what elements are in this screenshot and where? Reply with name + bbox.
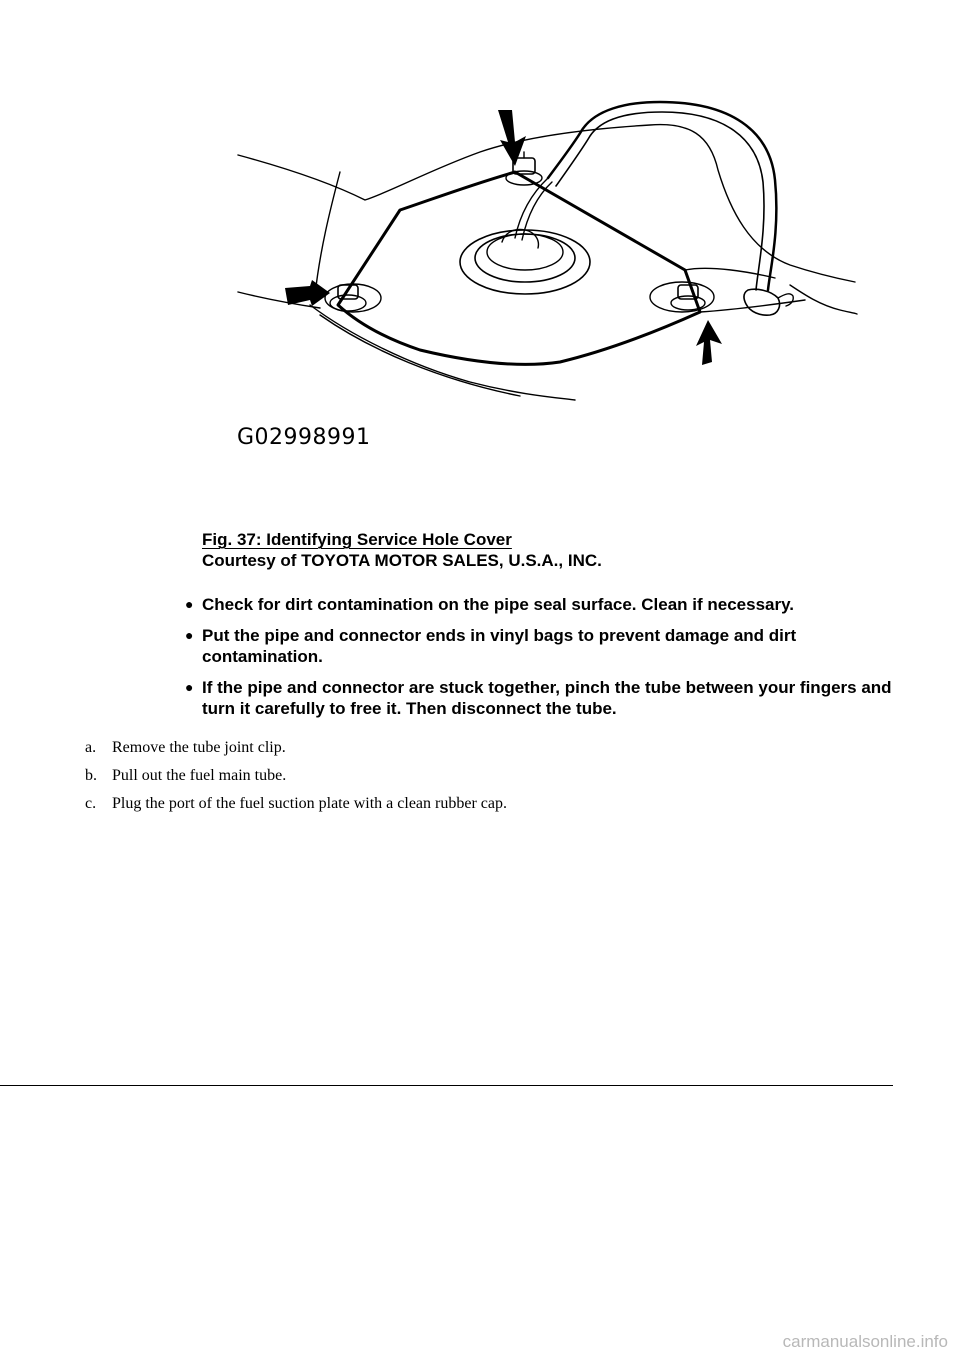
bullet-icon: ● [185, 596, 194, 612]
figure-caption [202, 529, 602, 571]
note-item [185, 677, 895, 719]
procedure-steps [85, 738, 885, 822]
bullet-icon: ● [185, 627, 194, 643]
step-marker: c. [85, 795, 97, 812]
figure-reference-code: G02998991 [237, 425, 371, 450]
bullet-icon: ● [185, 679, 194, 695]
site-watermark: carmanualsonline.info [782, 1332, 948, 1351]
step-item [85, 738, 885, 757]
step-text: Remove the tube joint clip. [112, 739, 286, 756]
step-item [85, 794, 885, 813]
note-text: If the pipe and connector are stuck together, pinch the tube between your fingers and turn it carefully to free it. Then disconnect the tube. [202, 678, 892, 718]
step-text: Pull out the fuel main tube. [112, 767, 287, 784]
notes-list [185, 594, 895, 729]
note-item [185, 625, 895, 667]
note-item [185, 594, 895, 615]
step-marker: a. [85, 739, 97, 756]
note-text: Check for dirt contamination on the pipe seal surface. Clean if necessary. [202, 595, 795, 614]
page-divider [0, 1085, 893, 1086]
note-text: Put the pipe and connector ends in vinyl bags to prevent damage and dirt contamination. [202, 626, 797, 666]
service-hole-cover-drawing [230, 100, 860, 460]
step-text: Plug the port of the fuel suction plate with a clean rubber cap. [112, 795, 507, 812]
figure-caption-credit: Courtesy of TOYOTA MOTOR SALES, U.S.A., INC. [202, 551, 602, 570]
service-hole-cover-illustration [230, 100, 860, 460]
step-marker: b. [85, 767, 97, 784]
figure-caption-title-link[interactable]: Fig. 37: Identifying Service Hole Cover [202, 530, 512, 549]
step-item [85, 766, 885, 785]
